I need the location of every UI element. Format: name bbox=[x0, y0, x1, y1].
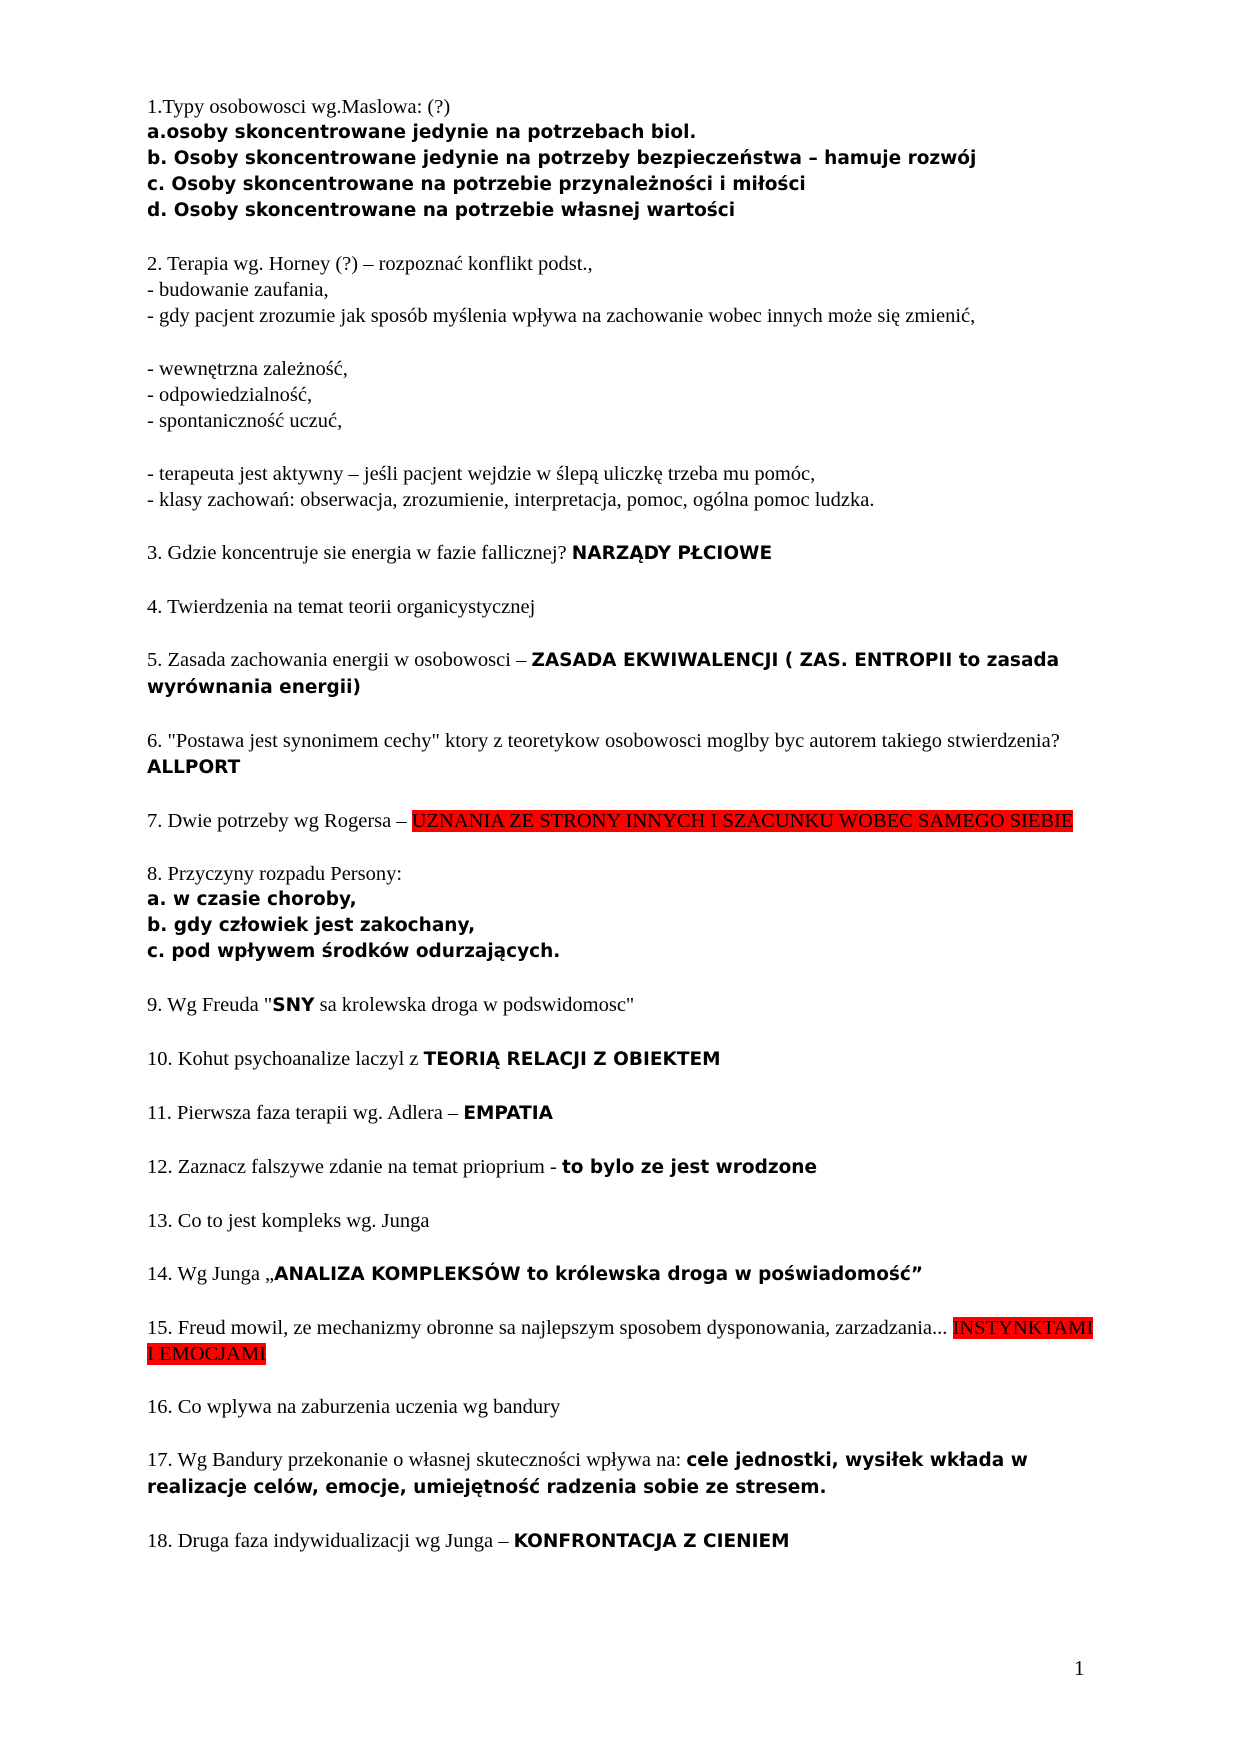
q15 bbox=[147, 1315, 1097, 1367]
q15-text: 15. Freud mowil, ze mechanizmy obronne sa najlepszym sposobem dysponowania, zarzadzania... bbox=[147, 1317, 953, 1339]
q8-option-c: c. pod wpływem środków odurzających. bbox=[147, 941, 561, 962]
q1-option-c: c. Osoby skoncentrowane na potrzebie przynależności i miłości bbox=[147, 174, 806, 195]
page-number: 1 bbox=[1074, 1656, 1085, 1680]
q1-option-a: a.osoby skoncentrowane jedynie na potrzebach biol. bbox=[147, 122, 697, 143]
q4: 4. Twierdzenia na temat teorii organicystycznej bbox=[147, 596, 536, 618]
q5-answer: ZASADA EKWIWALENCJI ( ZAS. ENTROPII to zasada wyrównania energii) bbox=[147, 650, 1060, 698]
document-body bbox=[147, 94, 1097, 1555]
q8-option-a: a. w czasie choroby, bbox=[147, 889, 357, 910]
q10-text: 10. Kohut psychoanalize laczyl z bbox=[147, 1048, 424, 1070]
q2-line-1: - budowanie zaufania, bbox=[147, 279, 329, 301]
q2-line-4: - odpowiedzialność, bbox=[147, 384, 313, 406]
q2-line-2: - gdy pacjent zrozumie jak sposób myślenia wpływa na zachowanie wobec innych może się zmienić, bbox=[147, 305, 976, 327]
q3-text: 3. Gdzie koncentruje sie energia w fazie fallicznej? bbox=[147, 542, 572, 564]
q5 bbox=[147, 647, 1097, 701]
q5-text: 5. Zasada zachowania energii w osobowosci – bbox=[147, 649, 532, 671]
q14-text: 14. Wg Junga „ bbox=[147, 1263, 275, 1285]
q2-title: 2. Terapia wg. Horney (?) – rozpoznać konflikt podst., bbox=[147, 253, 593, 275]
q18-answer: KONFRONTACJA Z CIENIEM bbox=[513, 1531, 790, 1552]
q18 bbox=[147, 1528, 1097, 1555]
q17-text: 17. Wg Bandury przekonanie o własnej skuteczności wpływa na: bbox=[147, 1449, 687, 1471]
q1-option-b: b. Osoby skoncentrowane jedynie na potrzeby bezpieczeństwa – hamuje rozwój bbox=[147, 148, 977, 169]
q11-answer: EMPATIA bbox=[463, 1103, 553, 1124]
q13: 13. Co to jest kompleks wg. Junga bbox=[147, 1210, 430, 1232]
q7-answer-highlight: UZNANIA ZE STRONY INNYCH I SZACUNKU WOBEC SAMEGO SIEBIE bbox=[411, 810, 1074, 832]
q9-answer: SNY bbox=[272, 995, 315, 1016]
q9-post: sa krolewska droga w podswidomosc" bbox=[314, 994, 635, 1016]
q9 bbox=[147, 992, 1097, 1019]
q16: 16. Co wplywa na zaburzenia uczenia wg bandury bbox=[147, 1396, 561, 1418]
q12-answer: to bylo ze jest wrodzone bbox=[561, 1157, 818, 1178]
q10-answer: TEORIĄ RELACJI Z OBIEKTEM bbox=[423, 1049, 721, 1070]
q18-text: 18. Druga faza indywidualizacji wg Junga – bbox=[147, 1530, 514, 1552]
q8-title: 8. Przyczyny rozpadu Persony: bbox=[147, 863, 403, 885]
q3-answer: NARZĄDY PŁCIOWE bbox=[571, 543, 773, 564]
q12-text: 12. Zaznacz falszywe zdanie na temat prioprium - bbox=[147, 1156, 562, 1178]
q14-answer: ANALIZA KOMPLEKSÓW to królewska droga w poświadomość” bbox=[274, 1264, 924, 1285]
q11-text: 11. Pierwsza faza terapii wg. Adlera – bbox=[147, 1102, 464, 1124]
q6-answer: ALLPORT bbox=[147, 757, 241, 778]
q8-option-b: b. gdy człowiek jest zakochany, bbox=[147, 915, 476, 936]
q11 bbox=[147, 1100, 1097, 1127]
q1-title: 1.Typy osobowosci wg.Maslowa: (?) bbox=[147, 96, 451, 118]
q1-option-d: d. Osoby skoncentrowane na potrzebie własnej wartości bbox=[147, 200, 736, 221]
q6-text: 6. "Postawa jest synonimem cechy" ktory z teoretykow osobowosci moglby byc autorem takiego stwierdzenia? bbox=[147, 730, 1060, 752]
q17-answer: cele jednostki, wysiłek wkłada w realizacje celów, emocje, umiejętność radzenia sobie ze stresem. bbox=[147, 1450, 1028, 1498]
q6 bbox=[147, 728, 1097, 781]
q10 bbox=[147, 1046, 1097, 1073]
q2-line-5: - spontaniczność uczuć, bbox=[147, 410, 343, 432]
q12 bbox=[147, 1154, 1097, 1181]
q2-line-7: - klasy zachowań: obserwacja, zrozumienie, interpretacja, pomoc, ogólna pomoc ludzka. bbox=[147, 489, 875, 511]
q15-answer-highlight: INSTYNKTAMI I EMOCJAMI bbox=[147, 1317, 1094, 1365]
q7-text: 7. Dwie potrzeby wg Rogersa – bbox=[147, 810, 412, 832]
q14 bbox=[147, 1261, 1097, 1288]
q7 bbox=[147, 808, 1097, 834]
q2-line-3: - wewnętrzna zależność, bbox=[147, 358, 348, 380]
q3 bbox=[147, 540, 1097, 567]
q17 bbox=[147, 1447, 1097, 1501]
q9-pre: 9. Wg Freuda " bbox=[147, 994, 273, 1016]
q2-line-6: - terapeuta jest aktywny – jeśli pacjent wejdzie w ślepą uliczkę trzeba mu pomóc, bbox=[147, 463, 816, 485]
